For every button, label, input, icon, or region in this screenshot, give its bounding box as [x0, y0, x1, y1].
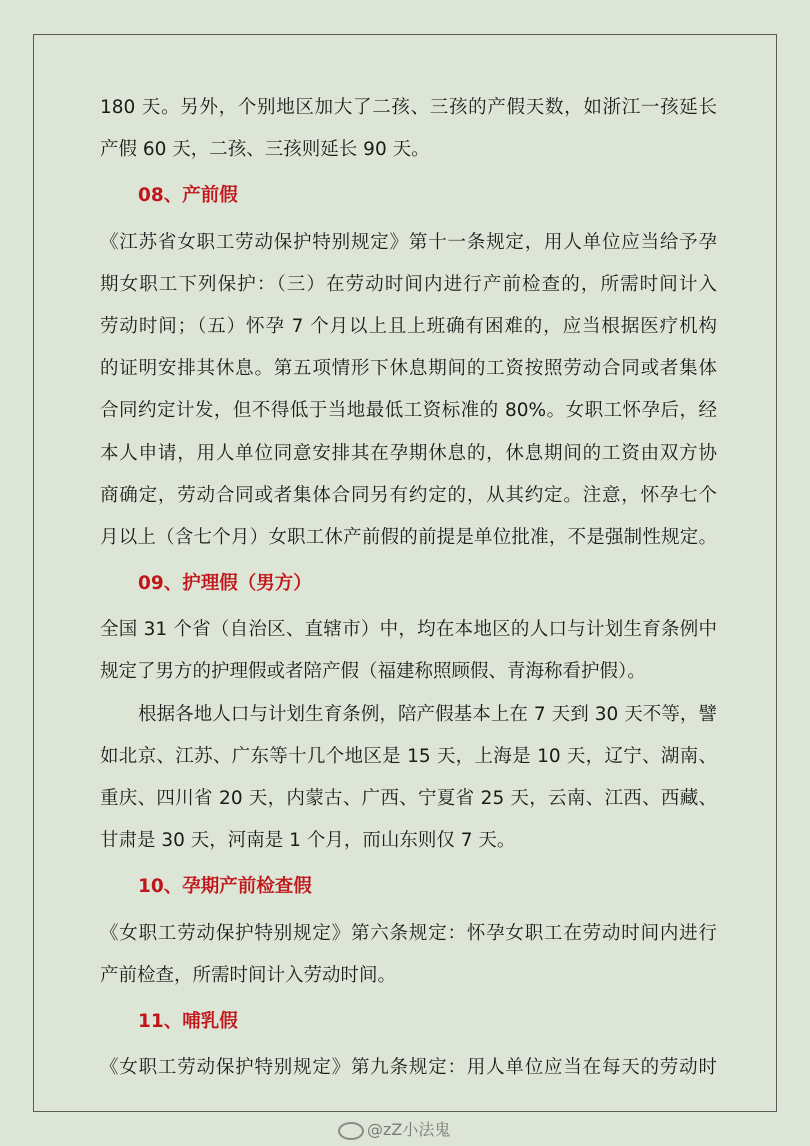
text-line: 期女职工下列保护：（三）在劳动时间内进行产前检查的，所需时间计入	[100, 273, 717, 295]
text-line: 甘肃是 30 天，河南是 1 个月，而山东则仅 7 天。	[100, 830, 516, 852]
text-line: 《江苏省女职工劳动保护特别规定》第十一条规定，用人单位应当给予孕	[100, 231, 717, 253]
weibo-icon	[338, 1122, 364, 1140]
text-line: 《女职工劳动保护特别规定》第六条规定：怀孕女职工在劳动时间内进行	[100, 922, 717, 944]
watermark-text: @zZ小法鬼	[367, 1120, 451, 1139]
section-heading-prenatal-leave: 08、产前假	[138, 185, 238, 207]
text-line: 全国 31 个省（自治区、直辖市）中，均在本地区的人口与计划生育条例中	[100, 619, 717, 641]
text-line: 的证明安排其休息。第五项情形下休息期间的工资按照劳动合同或者集体	[100, 358, 717, 380]
section-heading-breastfeeding-leave: 11、哺乳假	[138, 1010, 238, 1032]
text-line: 重庆、四川省 20 天，内蒙古、广西、宁夏省 25 天，云南、江西、西藏、	[100, 788, 717, 809]
text-line: 180 天。另外，个别地区加大了二孩、三孩的产假天数，如浙江一孩延长	[100, 97, 717, 118]
text-line: 如北京、江苏、广东等十几个地区是 15 天，上海是 10 天，辽宁、湖南、	[100, 745, 717, 767]
text-line: 合同约定计发，但不得低于当地最低工资标准的 80%。女职工怀孕后，经	[100, 400, 717, 422]
section-heading-prenatal-checkup-leave: 10、孕期产前检查假	[138, 876, 312, 898]
watermark	[338, 1117, 450, 1140]
text-line: 月以上（含七个月）女职工休产前假的前提是单位批准，不是强制性规定。	[100, 526, 717, 548]
text-line: 商确定，劳动合同或者集体合同另有约定的，从其约定。注意，怀孕七个	[100, 484, 717, 506]
text-line: 本人申请，用人单位同意安排其在孕期休息的，休息期间的工资由双方协	[100, 442, 717, 464]
text-line: 产前检查，所需时间计入劳动时间。	[100, 964, 397, 986]
section-heading-nursing-leave: 09、护理假（男方）	[138, 573, 312, 595]
document-body	[100, 91, 717, 1085]
text-line: 根据各地人口与计划生育条例，陪产假基本上在 7 天到 30 天不等，譬	[138, 703, 717, 725]
text-line: 劳动时间；（五）怀孕 7 个月以上且上班确有困难的，应当根据医疗机构	[100, 315, 717, 337]
text-line: 规定了男方的护理假或者陪产假（福建称照顾假、青海称看护假）。	[100, 661, 646, 683]
text-line: 产假 60 天，二孩、三孩则延长 90 天。	[100, 139, 430, 161]
text-line: 《女职工劳动保护特别规定》第九条规定：用人单位应当在每天的劳动时	[100, 1057, 717, 1079]
